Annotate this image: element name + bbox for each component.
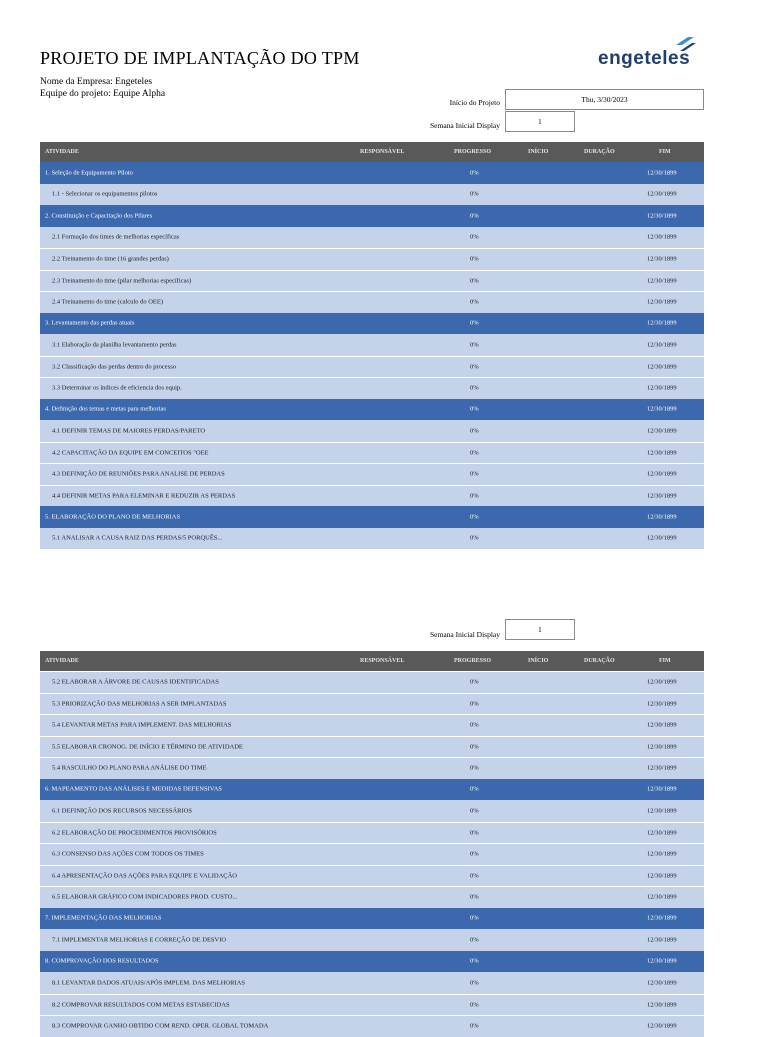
activity-cell: 5.3 PRIORIZAÇÃO DAS MELHORIAS A SER IMPLANTADAS [52,700,227,708]
table-header [40,142,704,162]
end-date-cell: 12/30/1899 [647,169,677,177]
project-start-value: Thu, 3/30/2023 [581,95,628,104]
task-row[interactable] [40,270,704,292]
progress-cell: 0% [470,957,479,965]
progress-cell: 0% [470,872,479,880]
activity-cell: 6.2 ELABORAÇÃO DE PROCEDIMENTOS PROVISÓRIOS [52,829,217,837]
task-row[interactable] [40,1015,704,1037]
company-logo [598,36,708,70]
end-date-cell: 12/30/1899 [647,513,677,521]
activity-cell: 5.2 ELABORAR A ÁRVORE DE CAUSAS IDENTIFICADAS [52,678,219,686]
column-responsible: RESPONSÁVEL [360,149,405,155]
end-date-cell: 12/30/1899 [647,341,677,349]
end-date-cell: 12/30/1899 [647,470,677,478]
end-date-cell: 12/30/1899 [647,255,677,263]
activity-cell: 4.3 DEFINIÇÃO DE REUNIÕES PARA ANALISE DE PERDAS [52,470,225,478]
table-header [40,651,704,671]
end-date-cell: 12/30/1899 [647,363,677,371]
progress-cell: 0% [470,979,479,987]
progress-cell: 0% [470,513,479,521]
task-row[interactable] [40,334,704,356]
task-row[interactable] [40,736,704,758]
column-duration: DURAÇÃO [584,658,615,664]
end-date-cell: 12/30/1899 [647,721,677,729]
column-start: INÍCIO [528,658,549,664]
column-end: FIM [659,658,671,664]
task-row[interactable] [40,693,704,715]
progress-cell: 0% [470,678,479,686]
project-start-label: Início do Projeto [449,98,500,107]
activity-cell: 1.1 - Selecionar os equipamentos pilotos [52,190,158,198]
project-start-field[interactable] [505,89,704,110]
task-row[interactable] [40,972,704,994]
task-row[interactable] [40,291,704,313]
end-date-cell: 12/30/1899 [647,492,677,500]
end-date-cell: 12/30/1899 [647,298,677,306]
progress-cell: 0% [470,1001,479,1009]
column-activity: ATIVIDADE [45,658,79,664]
task-row[interactable] [40,184,704,206]
progress-cell: 0% [470,1022,479,1030]
progress-cell: 0% [470,405,479,413]
activity-cell: 5.1 ANALISAR A CAUSA RAIZ DAS PERDAS/5 PORQUÊS... [52,534,223,542]
column-activity: ATIVIDADE [45,149,79,155]
progress-cell: 0% [470,427,479,435]
progress-cell: 0% [470,807,479,815]
activity-cell: 3.2 Classificação das perdas dentro do processo [52,363,177,371]
activity-cell: 4.2 CAPACITAÇÃO DA EQUIPE EM CONCEITOS "OEE [52,449,209,457]
progress-cell: 0% [470,363,479,371]
end-date-cell: 12/30/1899 [647,233,677,241]
end-date-cell: 12/30/1899 [647,1022,677,1030]
end-date-cell: 12/30/1899 [647,319,677,327]
progress-cell: 0% [470,319,479,327]
task-row[interactable] [40,886,704,908]
activity-cell: 3.1 Elaboração da planilha levantamento perdas [52,341,177,349]
end-date-cell: 12/30/1899 [647,678,677,686]
phase-row[interactable] [40,908,704,930]
schedule-table-1 [40,142,704,549]
activity-cell: 7. IMPLEMENTAÇÃO DAS MELHORIAS [45,914,162,922]
column-start: INÍCIO [528,149,549,155]
phase-row[interactable] [40,313,704,335]
progress-cell: 0% [470,534,479,542]
task-row[interactable] [40,420,704,442]
progress-cell: 0% [470,785,479,793]
end-date-cell: 12/30/1899 [647,936,677,944]
end-date-cell: 12/30/1899 [647,700,677,708]
activity-cell: 8. COMPROVAÇÃO DOS RESULTADOS [45,957,159,965]
logo-wordmark: engeteles [598,48,691,69]
activity-cell: 2. Constituição e Capacitação dos Pilares [45,212,153,220]
week-display-label: Semana Inicial Display [430,121,500,130]
end-date-cell: 12/30/1899 [647,384,677,392]
activity-cell: 5.4 LEVANTAR METAS PARA IMPLEMENT. DAS MELHORIAS [52,721,232,729]
activity-cell: 6.3 CONSENSO DAS AÇÕES COM TODOS OS TIMES [52,850,204,858]
activity-cell: 3. Levantamento das perdas atuais [45,319,135,327]
activity-cell: 8.3 COMPROVAR GANHO OBTIDO COM REND. OPER. GLOBAL TOMADA [52,1022,269,1030]
activity-cell: 4. Definição dos temas e metas para melhorias [45,405,166,413]
progress-cell: 0% [470,233,479,241]
end-date-cell: 12/30/1899 [647,190,677,198]
activity-cell: 2.1 Formação dos times de melhorias específicas [52,233,180,241]
activity-cell: 5.4 RASCULHO DO PLANO PARA ANÁLISE DO TIME [52,764,207,772]
task-row[interactable] [40,800,704,822]
week-display-field[interactable] [505,111,575,132]
end-date-cell: 12/30/1899 [647,405,677,413]
task-row[interactable] [40,822,704,844]
end-date-cell: 12/30/1899 [647,829,677,837]
end-date-cell: 12/30/1899 [647,979,677,987]
end-date-cell: 12/30/1899 [647,277,677,285]
progress-cell: 0% [470,743,479,751]
end-date-cell: 12/30/1899 [647,449,677,457]
progress-cell: 0% [470,492,479,500]
progress-cell: 0% [470,700,479,708]
phase-row[interactable] [40,205,704,227]
activity-cell: 5. ELABORAÇÃO DO PLANO DE MELHORIAS [45,513,181,521]
task-row[interactable] [40,929,704,951]
activity-cell: 8.1 LEVANTAR DADOS ATUAIS/APÓS IMPLEM. DAS MELHORIAS [52,979,245,987]
task-row[interactable] [40,485,704,507]
progress-cell: 0% [470,764,479,772]
end-date-cell: 12/30/1899 [647,893,677,901]
phase-row[interactable] [40,506,704,528]
progress-cell: 0% [470,936,479,944]
task-row[interactable] [40,248,704,270]
activity-cell: 4.1 DEFINIR TEMAS DE MAIORES PERDAS/PARETO [52,427,206,435]
task-row[interactable] [40,757,704,779]
activity-cell: 2.2 Treinamento do time (16 grandes perdas) [52,255,169,263]
activity-cell: 6.4 APRESENTAÇÃO DAS AÇÕES PARA EQUIPE E VALIDAÇÃO [52,872,237,880]
progress-cell: 0% [470,190,479,198]
progress-cell: 0% [470,212,479,220]
end-date-cell: 12/30/1899 [647,1001,677,1009]
activity-cell: 7.1 IMPLEMENTAR MELHORIAS E CORREÇÃO DE DESVIO [52,936,227,944]
task-row[interactable] [40,356,704,378]
schedule-table-2 [40,651,704,1037]
end-date-cell: 12/30/1899 [647,807,677,815]
task-row[interactable] [40,865,704,887]
week-display-value-2: 1 [538,625,542,634]
progress-cell: 0% [470,277,479,285]
end-date-cell: 12/30/1899 [647,427,677,435]
progress-cell: 0% [470,169,479,177]
progress-cell: 0% [470,850,479,858]
task-row[interactable] [40,377,704,399]
activity-cell: 4.4 DEFINIR METAS PARA ELEMINAR E REDUZIR AS PERDAS [52,492,236,500]
task-row[interactable] [40,442,704,464]
end-date-cell: 12/30/1899 [647,764,677,772]
end-date-cell: 12/30/1899 [647,872,677,880]
week-display-field-2[interactable] [505,619,575,640]
progress-cell: 0% [470,449,479,457]
week-display-label-2: Semana Inicial Display [430,630,500,639]
column-end: FIM [659,149,671,155]
task-row[interactable] [40,227,704,249]
end-date-cell: 12/30/1899 [647,850,677,858]
end-date-cell: 12/30/1899 [647,534,677,542]
week-display-value: 1 [538,117,542,126]
task-row[interactable] [40,843,704,865]
end-date-cell: 12/30/1899 [647,743,677,751]
task-row[interactable] [40,528,704,550]
activity-cell: 2.3 Treinamento do time (pilar melhorias específicas) [52,277,192,285]
progress-cell: 0% [470,721,479,729]
phase-row[interactable] [40,162,704,184]
phase-row[interactable] [40,779,704,801]
column-progress: PROGRESSO [454,149,492,155]
progress-cell: 0% [470,341,479,349]
task-row[interactable] [40,463,704,485]
end-date-cell: 12/30/1899 [647,212,677,220]
activity-cell: 6. MAPEAMENTO DAS ANÁLISES E MEDIDAS DEFENSIVAS [45,785,222,793]
end-date-cell: 12/30/1899 [647,914,677,922]
task-row[interactable] [40,671,704,693]
progress-cell: 0% [470,298,479,306]
page-title: PROJETO DE IMPLANTAÇÃO DO TPM [40,48,360,68]
progress-cell: 0% [470,255,479,263]
activity-cell: 6.5 ELABORAR GRÁFICO COM INDICADORES PROD. CUSTO... [52,893,238,901]
column-progress: PROGRESSO [454,658,492,664]
progress-cell: 0% [470,829,479,837]
column-duration: DURAÇÃO [584,149,615,155]
activity-cell: 8.2 COMPROVAR RESULTADOS COM METAS ESTABECIDAS [52,1001,230,1009]
activity-cell: 1. Seleção de Equipamento Piloto [45,169,133,177]
end-date-cell: 12/30/1899 [647,957,677,965]
company-name: Nome da Empresa: Engeteles [40,77,153,87]
progress-cell: 0% [470,914,479,922]
progress-cell: 0% [470,384,479,392]
phase-row[interactable] [40,399,704,421]
progress-cell: 0% [470,470,479,478]
activity-cell: 6.1 DEFINIÇÃO DOS RECURSOS NECESSÁRIOS [52,807,192,815]
progress-cell: 0% [470,893,479,901]
project-team: Equipe do projeto: Equipe Alpha [40,89,166,99]
activity-cell: 3.3 Determinar os índices de eficiencia dos equip. [52,384,182,392]
task-row[interactable] [40,714,704,736]
end-date-cell: 12/30/1899 [647,785,677,793]
column-responsible: RESPONSÁVEL [360,658,405,664]
activity-cell: 2.4 Treinamento do time (calculo do OEE) [52,298,164,306]
activity-cell: 5.5 ELABORAR CRONOG. DE INÍCIO E TÉRMINO DE ATIVIDADE [52,743,243,751]
phase-row[interactable] [40,951,704,973]
task-row[interactable] [40,994,704,1016]
